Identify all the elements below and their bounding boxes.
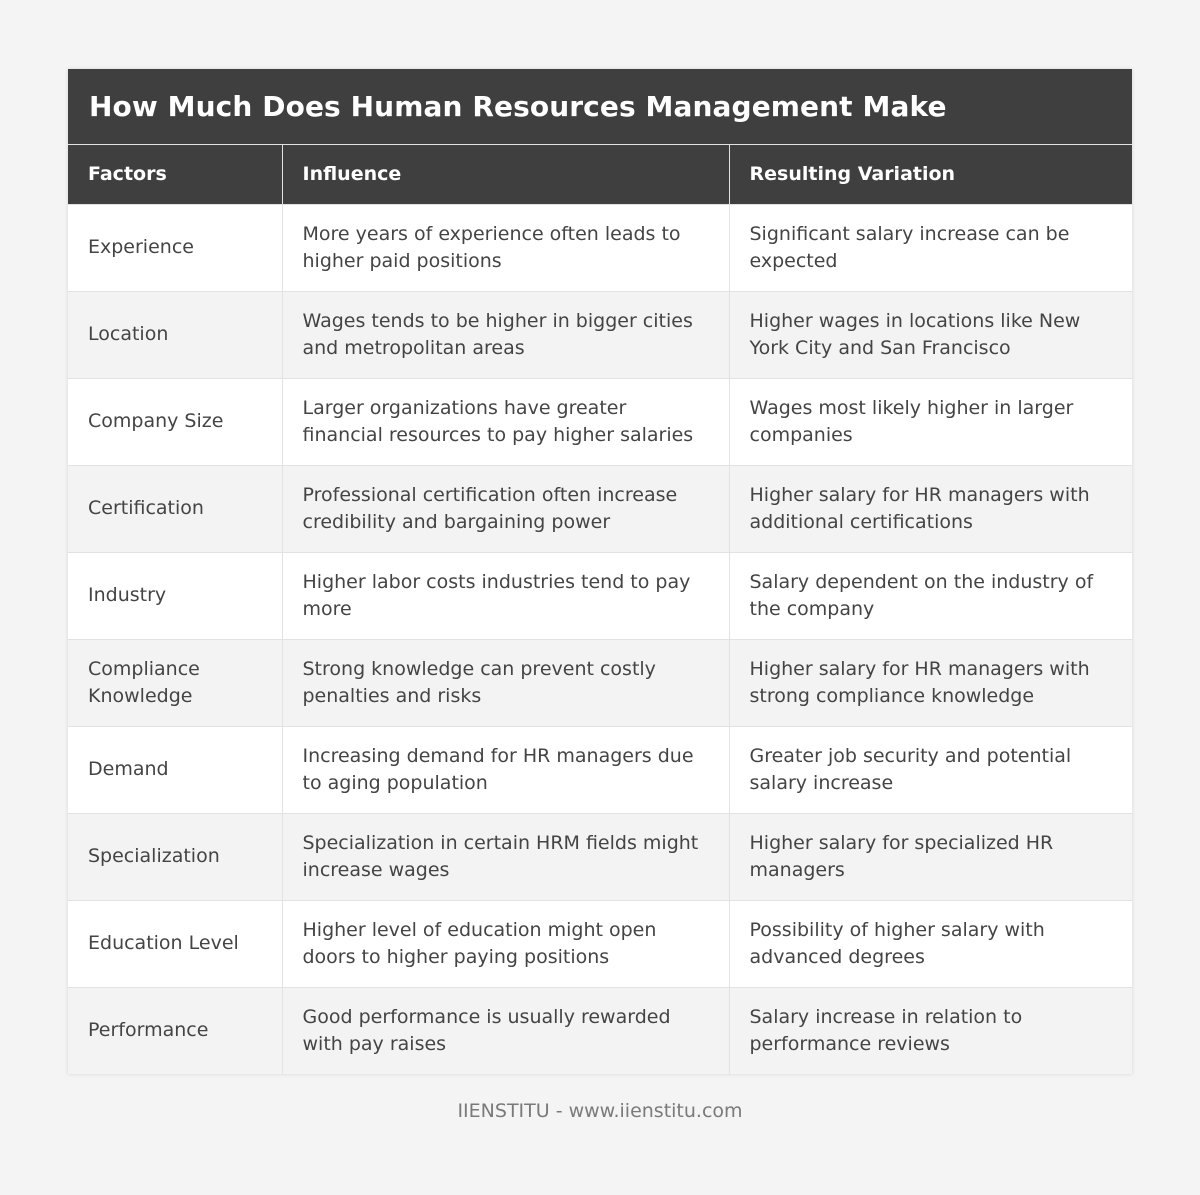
cell-influence: Professional certification often increase credibility and bargaining power (282, 465, 729, 552)
cell-factor: Location (68, 291, 282, 378)
cell-variation: Salary dependent on the industry of the company (729, 552, 1132, 639)
title-bar (68, 69, 1132, 145)
cell-factor: Experience (68, 204, 282, 291)
cell-variation: Significant salary increase can be expected (729, 204, 1132, 291)
table-row (68, 465, 1132, 552)
cell-variation: Possibility of higher salary with advanced degrees (729, 900, 1132, 987)
table-header (68, 145, 1132, 204)
cell-influence: Higher level of education might open doors to higher paying positions (282, 900, 729, 987)
table-body (68, 204, 1132, 1074)
table-row (68, 639, 1132, 726)
factors-table (68, 145, 1132, 1074)
footer-credit: IIENSTITU - www.iienstitu.com (457, 1100, 743, 1122)
cell-influence: Strong knowledge can prevent costly penalties and risks (282, 639, 729, 726)
cell-influence: Good performance is usually rewarded with pay raises (282, 987, 729, 1074)
cell-influence: Increasing demand for HR managers due to aging population (282, 726, 729, 813)
cell-variation: Higher salary for HR managers with strong compliance knowledge (729, 639, 1132, 726)
table-row (68, 900, 1132, 987)
cell-factor: Industry (68, 552, 282, 639)
cell-factor: Certification (68, 465, 282, 552)
page-title: How Much Does Human Resources Management Make (89, 90, 947, 123)
cell-variation: Greater job security and potential salary increase (729, 726, 1132, 813)
cell-influence: Higher labor costs industries tend to pay more (282, 552, 729, 639)
table-row (68, 813, 1132, 900)
salary-factors-card (68, 69, 1132, 1074)
header-resulting-variation: Resulting Variation (729, 145, 1132, 204)
cell-factor: Demand (68, 726, 282, 813)
cell-factor: Company Size (68, 378, 282, 465)
cell-variation: Salary increase in relation to performance reviews (729, 987, 1132, 1074)
table-row (68, 291, 1132, 378)
cell-influence: Wages tends to be higher in bigger cities and metropolitan areas (282, 291, 729, 378)
table-row (68, 204, 1132, 291)
table-row (68, 378, 1132, 465)
header-influence: Influence (282, 145, 729, 204)
cell-influence: Specialization in certain HRM fields might increase wages (282, 813, 729, 900)
cell-factor: Performance (68, 987, 282, 1074)
cell-factor: Specialization (68, 813, 282, 900)
cell-influence: More years of experience often leads to higher paid positions (282, 204, 729, 291)
table-row (68, 726, 1132, 813)
header-factors: Factors (68, 145, 282, 204)
cell-factor: Education Level (68, 900, 282, 987)
table-row (68, 552, 1132, 639)
cell-variation: Higher salary for specialized HR managers (729, 813, 1132, 900)
cell-influence: Larger organizations have greater financial resources to pay higher salaries (282, 378, 729, 465)
cell-variation: Higher wages in locations like New York City and San Francisco (729, 291, 1132, 378)
cell-variation: Wages most likely higher in larger companies (729, 378, 1132, 465)
header-row (68, 145, 1132, 204)
table-row (68, 987, 1132, 1074)
cell-variation: Higher salary for HR managers with additional certifications (729, 465, 1132, 552)
cell-factor: Compliance Knowledge (68, 639, 282, 726)
